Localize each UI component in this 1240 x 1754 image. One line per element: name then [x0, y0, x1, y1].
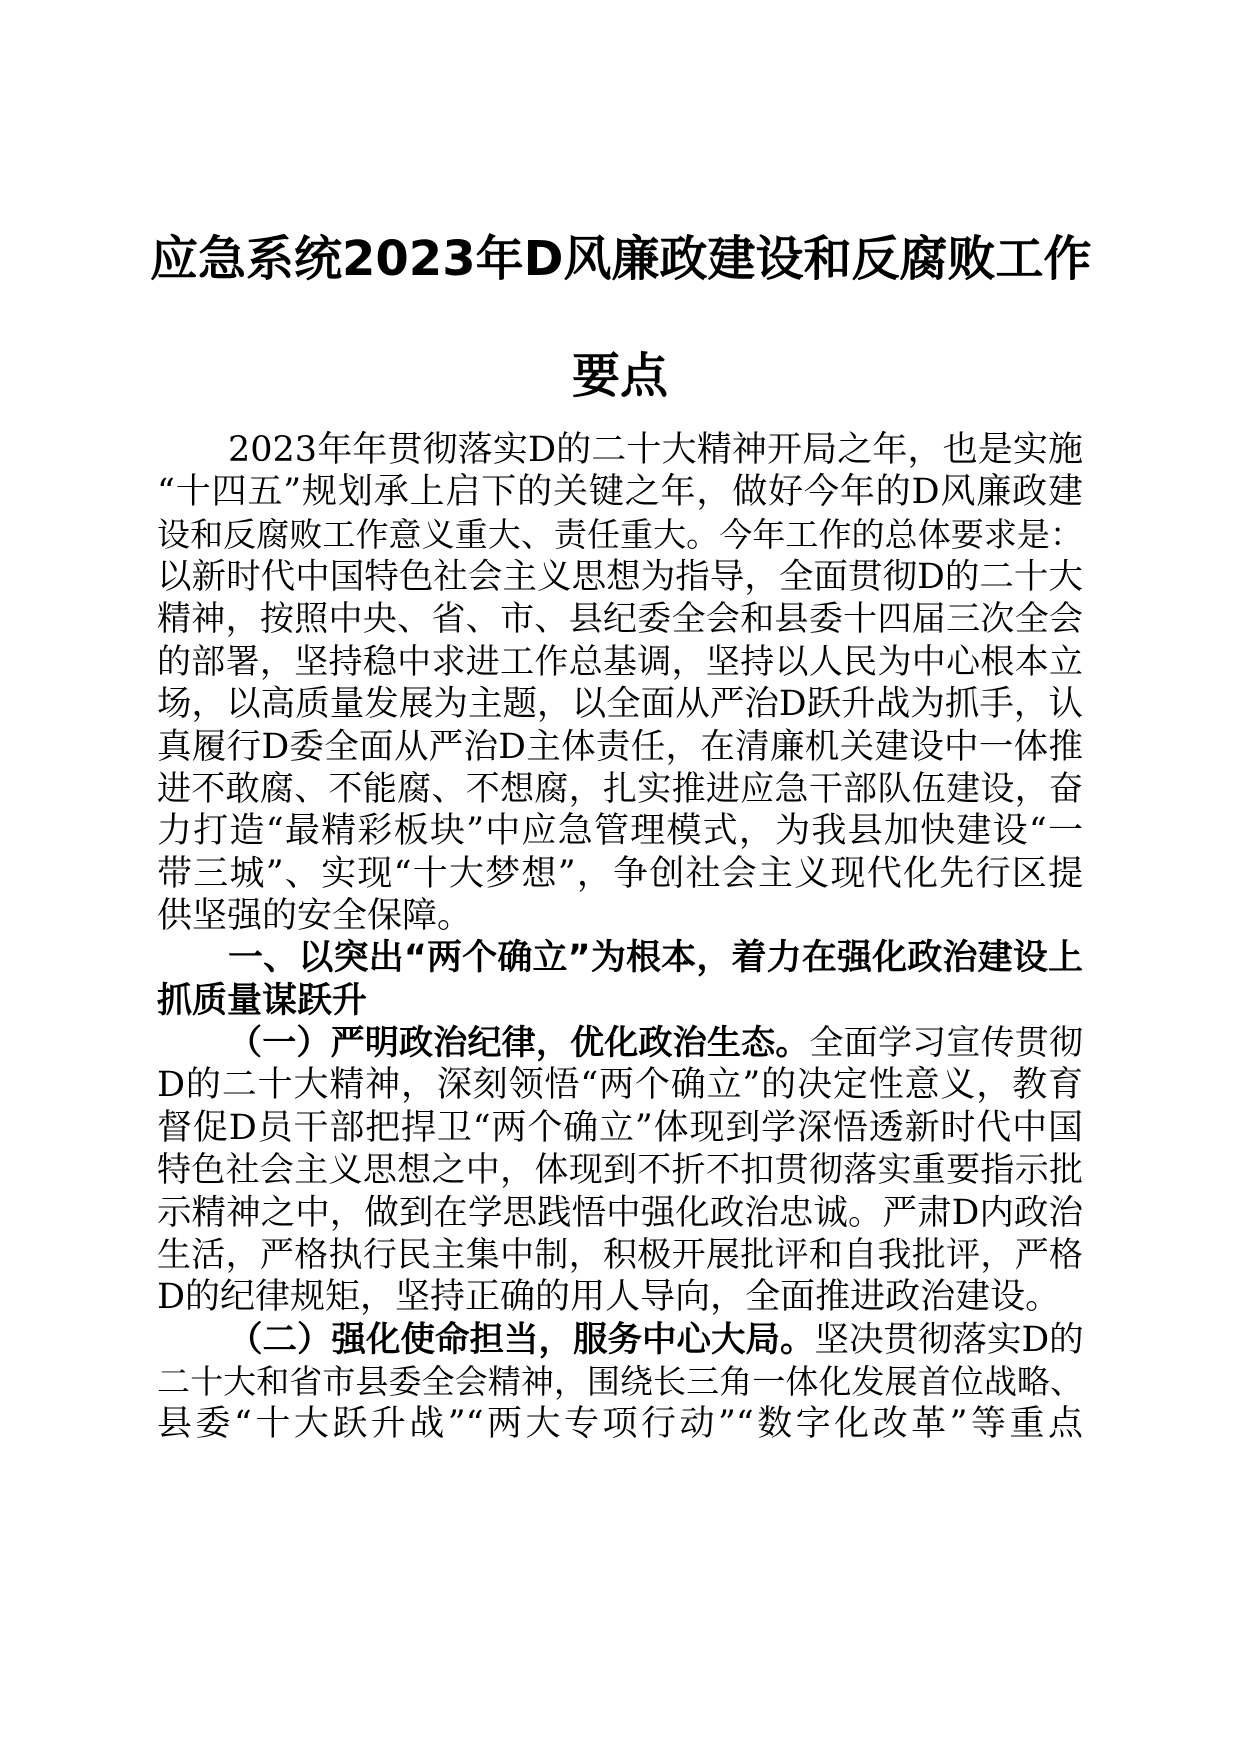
subsection-text: 全面学习宣传贯彻	[809, 1023, 1084, 1063]
paragraph-line: 供坚强的安全保障。	[157, 896, 473, 936]
subsection-text: 坚决贯彻落实D的	[814, 1320, 1084, 1360]
paragraph-line: 以新时代中国特色社会主义思想为指导，全面贯彻D的二十大	[157, 557, 1083, 597]
paragraph-line: 设和反腐败工作意义重大、责任重大。今年工作的总体要求是：	[157, 515, 1083, 554]
paragraph-line: D的纪律规矩，坚持正确的用人导向，全面推进政治建设。	[157, 1277, 1061, 1317]
paragraph-line: 带三城”、实现“十大梦想”，争创社会主义现代化先行区提	[157, 854, 1083, 894]
paragraph-line: 进不敢腐、不能腐、不想腐，扎实推进应急干部队伍建设，奋	[157, 769, 1083, 809]
paragraph-line: 精神，按照中央、省、市、县纪委全会和县委十四届三次全会	[157, 599, 1083, 639]
paragraph-line: “十四五”规划承上启下的关键之年，做好今年的D风廉政建	[157, 472, 1083, 512]
document-title-continued: 要点	[571, 348, 668, 404]
paragraph-line: 二十大和省市县委全会精神，围绕长三角一体化发展首位战略、	[157, 1362, 1083, 1401]
subsection-first-line	[228, 1320, 1083, 1360]
paragraph-line: D的二十大精神，深刻领悟“两个确立”的决定性意义，教育	[157, 1065, 1083, 1105]
paragraph-line: 特色社会主义思想之中，体现到不折不扣贯彻落实重要指示批	[157, 1150, 1083, 1190]
subsection-first-line	[228, 1023, 1083, 1063]
subsection-label: （二）强化使命担当，服务中心大局。	[228, 1320, 815, 1360]
document-title: 应急系统2023年D风廉政建设和反腐败工作	[150, 231, 1092, 287]
paragraph-line: 示精神之中，做到在学思践悟中强化政治忠诚。严肃D内政治	[157, 1193, 1083, 1233]
subsection-label: （一）严明政治纪律，优化政治生态。	[228, 1023, 810, 1063]
paragraph-line: 2023年年贯彻落实D的二十大精神开局之年，也是实施	[228, 430, 1083, 470]
paragraph-line: 督促D员干部把捍卫“两个确立”体现到学深悟透新时代中国	[157, 1108, 1083, 1148]
paragraph-line: 真履行D委全面从严治D主体责任，在清廉机关建设中一体推	[157, 727, 1083, 767]
paragraph-line: 场，以高质量发展为主题，以全面从严治D跃升战为抓手，认	[157, 684, 1083, 724]
paragraph-line: 力打造“最精彩板块”中应急管理模式，为我县加快建设“一	[157, 811, 1083, 851]
section-heading: 一、以突出“两个确立”为根本，着力在强化政治建设上	[228, 938, 1083, 978]
section-heading-continued: 抓质量谋跃升	[157, 981, 368, 1021]
paragraph-line: 生活，严格执行民主集中制，积极开展批评和自我批评，严格	[157, 1235, 1083, 1275]
paragraph-line: 的部署，坚持稳中求进工作总基调，坚持以人民为中心根本立	[157, 642, 1083, 682]
paragraph-line: 县委“十大跃升战”“两大专项行动”“数字化改革”等重点	[157, 1404, 1083, 1444]
